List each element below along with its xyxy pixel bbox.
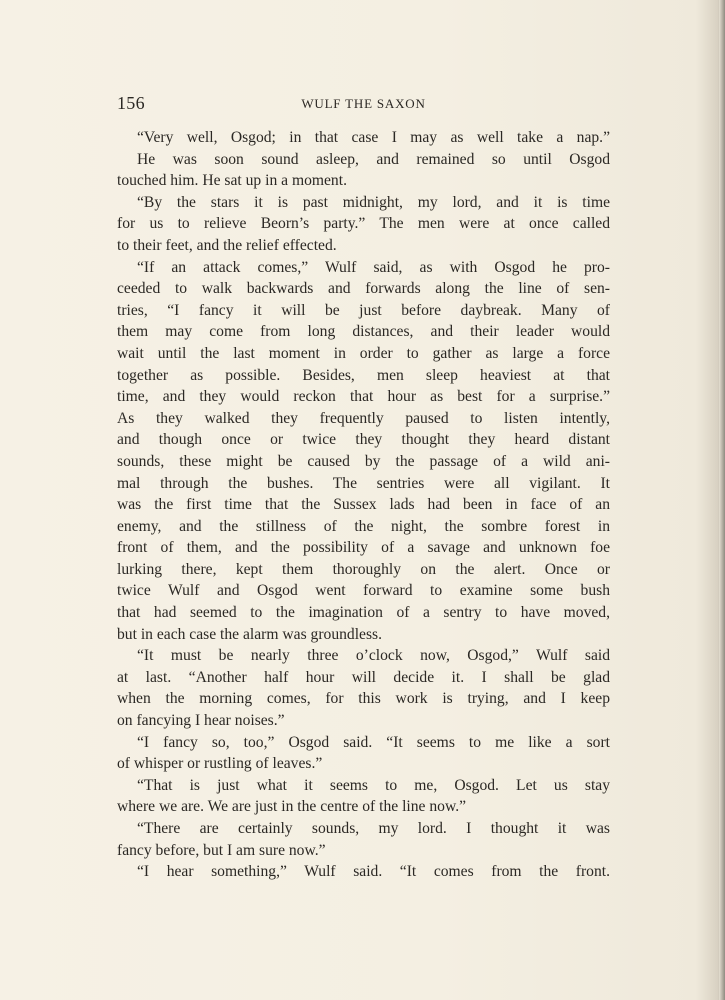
- text-line: that had seemed to the imagination of a sentry to have moved,: [117, 604, 610, 622]
- text-line: He was soon sound asleep, and remained so until Osgod: [137, 150, 610, 168]
- text-line: was the first time that the Sussex lads had been in face of an: [117, 496, 610, 514]
- text-line: “I fancy so, too,” Osgod said. “It seems to me like a sort: [137, 733, 610, 751]
- text-line: them may come from long distances, and their leader would: [117, 323, 610, 341]
- text-line: but in each case the alarm was groundless.: [117, 625, 383, 643]
- text-line: where we are. We are just in the centre of the line now.”: [117, 798, 467, 816]
- running-title: WULF THE SAXON: [301, 96, 426, 111]
- page-edge: [719, 0, 725, 1000]
- text-line: “There are certainly sounds, my lord. I thought it was: [137, 820, 610, 837]
- text-line: fancy before, but I am sure now.”: [117, 841, 326, 859]
- text-line: “That is just what it seems to me, Osgod. Let us stay: [137, 776, 610, 794]
- text-line: front of them, and the possibility of a savage and unknown foe: [117, 539, 610, 557]
- text-line: As they walked they frequently paused to listen intently,: [117, 409, 610, 427]
- text-line: wait until the last moment in order to gather as large a force: [117, 344, 610, 362]
- text-line: ceeded to walk backwards and forwards along the line of sen-: [117, 280, 610, 298]
- text-line: “I hear something,” Wulf said. “It comes from the front.: [137, 863, 610, 881]
- text-line: “By the stars it is past midnight, my lord, and it is time: [137, 193, 610, 211]
- text-line: together as possible. Besides, men sleep heaviest at that: [117, 366, 610, 384]
- text-line: touched him. He sat up in a moment.: [117, 172, 347, 190]
- text-line: enemy, and the stillness of the night, the sombre forest in: [117, 517, 610, 535]
- text-line: “It must be nearly three o’clock now, Osgod,” Wulf said: [137, 647, 610, 665]
- text-line: time, and they would reckon that hour as best for a surprise.”: [117, 388, 610, 406]
- text-line: when the morning comes, for this work is trying, and I keep: [117, 690, 610, 708]
- text-line: lurking there, kept them thoroughly on the alert. Once or: [117, 560, 610, 578]
- text-line: twice Wulf and Osgod went forward to examine some bush: [117, 582, 610, 600]
- text-line: “Very well, Osgod; in that case I may as well take a nap.”: [137, 129, 610, 146]
- text-line: “If an attack comes,” Wulf said, as with Osgod he pro-: [137, 258, 610, 276]
- text-line: and though once or twice they thought they heard distant: [117, 431, 610, 449]
- text-line: to their feet, and the relief effected.: [117, 236, 337, 254]
- page-number: 156: [117, 93, 145, 113]
- page-header: [117, 93, 610, 115]
- text-line: mal through the bushes. The sentries were all vigilant. It: [117, 474, 610, 492]
- text-line: at last. “Another half hour will decide it. I shall be glad: [117, 668, 610, 686]
- text-line: for us to relieve Beorn’s party.” The men were at once called: [117, 215, 610, 233]
- text-line: of whisper or rustling of leaves.”: [117, 755, 323, 773]
- text-line: sounds, these might be caused by the passage of a wild ani-: [117, 452, 610, 470]
- text-line: tries, “I fancy it will be just before daybreak. Many of: [117, 301, 610, 319]
- text-line: on fancying I hear noises.”: [117, 712, 285, 730]
- body-text: [117, 127, 610, 883]
